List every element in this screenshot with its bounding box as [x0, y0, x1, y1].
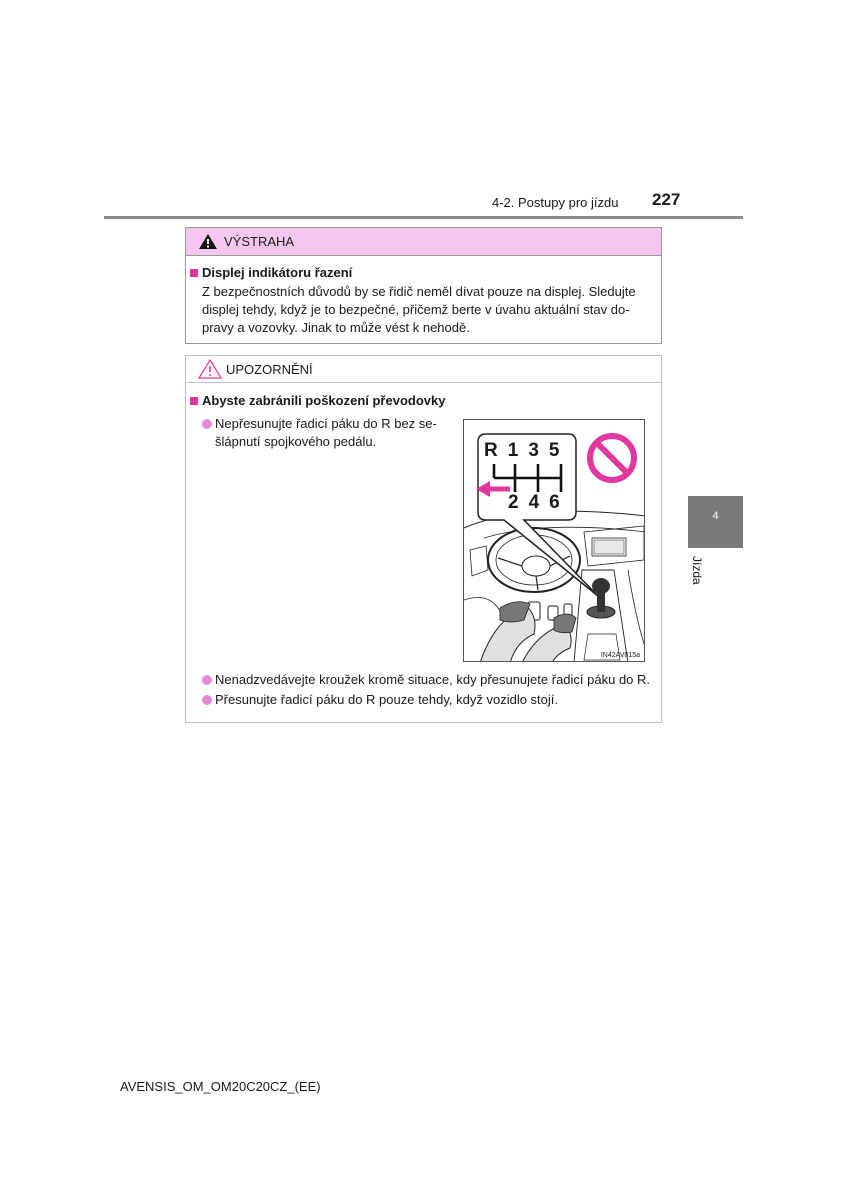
square-bullet-icon: [190, 269, 198, 277]
gear-label: 6: [549, 492, 570, 513]
caution-heading-text: Abyste zabránili poškození převodovky: [202, 393, 446, 408]
caution-triangle-icon: [198, 359, 222, 379]
caution-bullet-line: Nenadzvedávejte kroužek kromě situace, kdy přesunujete řadicí páku do R.: [215, 672, 651, 687]
warning-line: displej tehdy, když je to bezpečné, přičemž berte v úvahu aktuální stav do-: [202, 302, 630, 317]
warning-heading-text: Displej indikátoru řazení: [202, 265, 353, 280]
gear-label: 4: [528, 492, 550, 513]
header-divider: [104, 216, 743, 219]
caution-header: [186, 356, 661, 383]
warning-line: Z bezpečnostních důvodů by se řidič neměl dívat pouze na displej. Sledujte: [202, 284, 636, 299]
caution-heading: [190, 393, 445, 408]
caution-bullet-line: Nepřesunujte řadicí páku do R bez se-: [215, 416, 437, 431]
gear-label: 5: [548, 440, 570, 461]
illustration-code: IN42AV015a: [600, 652, 640, 659]
warning-title: VÝSTRAHA: [224, 234, 295, 249]
prohibition-icon: [590, 436, 634, 480]
gear-label: 2: [508, 492, 529, 513]
gear-label: 1: [507, 440, 529, 461]
chapter-label: [688, 556, 718, 596]
header-section-title: 4-2. Postupy pro jízdu: [492, 195, 619, 210]
gear-shift-illustration: [463, 419, 645, 662]
warning-text: [202, 283, 652, 337]
warning-triangle-icon: [198, 233, 218, 250]
warning-line: pravy a vozovky. Jinak to může vést k nehodě.: [202, 320, 470, 335]
warning-heading: [190, 265, 352, 280]
chapter-label-text: Jízda: [690, 556, 704, 585]
square-bullet-icon: [190, 397, 198, 405]
circle-bullet-icon: [202, 419, 212, 429]
footer-doc-code: AVENSIS_OM_OM20C20CZ_(EE): [120, 1079, 321, 1094]
caution-bullet: [202, 671, 662, 689]
caution-bullet-line: šlápnutí spojkového pedálu.: [215, 434, 377, 449]
caution-title: UPOZORNĚNÍ: [226, 361, 313, 377]
circle-bullet-icon: [202, 695, 212, 705]
caution-bullet: [202, 691, 662, 709]
page-number: 227: [652, 190, 681, 209]
caution-bullet-line: Přesunujte řadicí páku do R pouze tehdy, když vozidlo stojí.: [215, 692, 559, 707]
gear-labels-top: [484, 440, 569, 462]
caution-bullet: [202, 415, 458, 451]
warning-header: [186, 228, 661, 256]
warning-box: [185, 227, 662, 344]
gear-labels-bottom: [508, 492, 570, 514]
circle-bullet-icon: [202, 675, 212, 685]
gear-label: 3: [528, 440, 549, 461]
gear-label: R: [484, 440, 508, 461]
chapter-tab: 4: [688, 496, 743, 548]
